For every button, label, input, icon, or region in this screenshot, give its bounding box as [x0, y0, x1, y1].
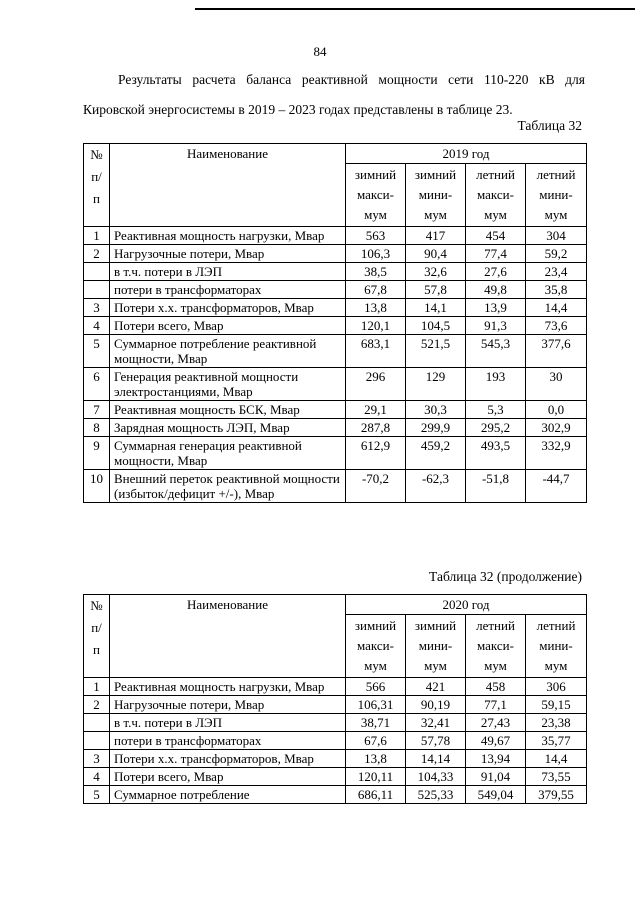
row-value: 129 — [406, 368, 466, 401]
row-value: 35,8 — [526, 281, 587, 299]
row-value: 23,38 — [526, 714, 587, 732]
row-value: 458 — [466, 678, 526, 696]
row-value: 299,9 — [406, 419, 466, 437]
table-row — [84, 786, 587, 804]
row-value: 106,3 — [346, 245, 406, 263]
row-number: 2 — [84, 245, 110, 263]
table2-header-row — [84, 595, 587, 615]
row-number: 5 — [84, 335, 110, 368]
row-value: 38,71 — [346, 714, 406, 732]
row-number: 3 — [84, 750, 110, 768]
row-value: 686,11 — [346, 786, 406, 804]
table-row — [84, 732, 587, 750]
row-value: 32,41 — [406, 714, 466, 732]
row-value: 13,9 — [466, 299, 526, 317]
row-value: 29,1 — [346, 401, 406, 419]
row-value: -51,8 — [466, 470, 526, 503]
row-value: 13,8 — [346, 299, 406, 317]
row-name: Потери х.х. трансформаторов, Мвар — [110, 299, 346, 317]
row-value: 104,33 — [406, 768, 466, 786]
row-number: 1 — [84, 227, 110, 245]
row-value: 67,6 — [346, 732, 406, 750]
year-header: 2020 год — [346, 595, 587, 615]
subheader-2: зимний мини-мум — [406, 164, 466, 227]
row-name: Внешний переток реактивной мощности (избыток/дефицит +/-), Мвар — [110, 470, 346, 503]
table1-caption: Таблица 32 — [517, 118, 582, 133]
row-value: 14,4 — [526, 750, 587, 768]
table-row — [84, 245, 587, 263]
row-name: в т.ч. потери в ЛЭП — [110, 263, 346, 281]
table-row — [84, 419, 587, 437]
table-row — [84, 299, 587, 317]
row-value: 30,3 — [406, 401, 466, 419]
row-value: 77,1 — [466, 696, 526, 714]
row-name: Реактивная мощность БСК, Мвар — [110, 401, 346, 419]
table-row — [84, 678, 587, 696]
row-value: 296 — [346, 368, 406, 401]
table-row — [84, 437, 587, 470]
row-name: Потери всего, Мвар — [110, 768, 346, 786]
row-number: 4 — [84, 317, 110, 335]
row-value: 27,43 — [466, 714, 526, 732]
table-row — [84, 368, 587, 401]
row-value: 545,3 — [466, 335, 526, 368]
year-header: 2019 год — [346, 144, 587, 164]
row-value: 193 — [466, 368, 526, 401]
row-value: 38,5 — [346, 263, 406, 281]
row-value: 77,4 — [466, 245, 526, 263]
row-number — [84, 281, 110, 299]
intro-text: Результаты расчета баланса реактивной мощности сети 110-220 кВ для Кировской энергосистемы в 2019 – 2023 годах представлены в таблице 23. — [83, 72, 585, 117]
row-value: -44,7 — [526, 470, 587, 503]
row-value: 59,2 — [526, 245, 587, 263]
row-number: 3 — [84, 299, 110, 317]
row-value: 13,94 — [466, 750, 526, 768]
row-value: 332,9 — [526, 437, 587, 470]
row-value: 5,3 — [466, 401, 526, 419]
row-name: Зарядная мощность ЛЭП, Мвар — [110, 419, 346, 437]
row-name: Реактивная мощность нагрузки, Мвар — [110, 678, 346, 696]
row-value: 379,55 — [526, 786, 587, 804]
subheader-1: зимний макси-мум — [346, 615, 406, 678]
row-value: 459,2 — [406, 437, 466, 470]
row-value: 417 — [406, 227, 466, 245]
row-name: Нагрузочные потери, Мвар — [110, 696, 346, 714]
row-value: 14,1 — [406, 299, 466, 317]
row-number: 6 — [84, 368, 110, 401]
row-value: 57,8 — [406, 281, 466, 299]
row-name: Генерация реактивной мощности электростанциями, Мвар — [110, 368, 346, 401]
row-value: 67,8 — [346, 281, 406, 299]
row-value: 90,4 — [406, 245, 466, 263]
col-num-header: № п/п — [84, 144, 110, 227]
row-number — [84, 732, 110, 750]
subheader-1: зимний макси-мум — [346, 164, 406, 227]
row-name: Суммарная генерация реактивной мощности, Мвар — [110, 437, 346, 470]
row-number: 9 — [84, 437, 110, 470]
intro-paragraph — [83, 65, 585, 125]
row-value: 27,6 — [466, 263, 526, 281]
row-value: 306 — [526, 678, 587, 696]
table1-header-row — [84, 144, 587, 164]
row-name: потери в трансформаторах — [110, 281, 346, 299]
row-value: 49,67 — [466, 732, 526, 750]
row-value: -62,3 — [406, 470, 466, 503]
row-value: 14,4 — [526, 299, 587, 317]
row-name: Реактивная мощность нагрузки, Мвар — [110, 227, 346, 245]
subheader-4: летний мини-мум — [526, 164, 587, 227]
col-name-header: Наименование — [110, 144, 346, 227]
row-number: 5 — [84, 786, 110, 804]
row-value: 91,3 — [466, 317, 526, 335]
row-value: 104,5 — [406, 317, 466, 335]
subheader-2: зимний мини-мум — [406, 615, 466, 678]
row-name: Суммарное потребление реактивной мощности, Мвар — [110, 335, 346, 368]
row-value: -70,2 — [346, 470, 406, 503]
table-row — [84, 768, 587, 786]
table2 — [83, 594, 587, 804]
row-value: 106,31 — [346, 696, 406, 714]
row-value: 59,15 — [526, 696, 587, 714]
row-value: 295,2 — [466, 419, 526, 437]
row-value: 563 — [346, 227, 406, 245]
row-value: 73,55 — [526, 768, 587, 786]
table-row — [84, 470, 587, 503]
table-row — [84, 714, 587, 732]
row-name: Потери всего, Мвар — [110, 317, 346, 335]
subheader-3: летний макси-мум — [466, 164, 526, 227]
subheader-3: летний макси-мум — [466, 615, 526, 678]
table-row — [84, 401, 587, 419]
table-row — [84, 263, 587, 281]
col-name-header: Наименование — [110, 595, 346, 678]
row-name: в т.ч. потери в ЛЭП — [110, 714, 346, 732]
table-row — [84, 335, 587, 368]
row-value: 421 — [406, 678, 466, 696]
row-value: 13,8 — [346, 750, 406, 768]
table1-body — [84, 144, 587, 503]
row-value: 73,6 — [526, 317, 587, 335]
row-value: 91,04 — [466, 768, 526, 786]
table-row — [84, 696, 587, 714]
row-number: 7 — [84, 401, 110, 419]
top-rule — [195, 8, 635, 10]
row-value: 30 — [526, 368, 587, 401]
row-number — [84, 714, 110, 732]
row-value: 612,9 — [346, 437, 406, 470]
row-number: 8 — [84, 419, 110, 437]
row-value: 525,33 — [406, 786, 466, 804]
row-value: 287,8 — [346, 419, 406, 437]
row-name: потери в трансформаторах — [110, 732, 346, 750]
row-value: 493,5 — [466, 437, 526, 470]
table2-caption: Таблица 32 (продолжение) — [429, 569, 582, 584]
table-row — [84, 281, 587, 299]
row-value: 683,1 — [346, 335, 406, 368]
row-name: Суммарное потребление — [110, 786, 346, 804]
row-value: 14,14 — [406, 750, 466, 768]
table-row — [84, 227, 587, 245]
row-name: Потери х.х. трансформаторов, Мвар — [110, 750, 346, 768]
row-value: 566 — [346, 678, 406, 696]
row-number — [84, 263, 110, 281]
row-number: 4 — [84, 768, 110, 786]
row-value: 302,9 — [526, 419, 587, 437]
row-value: 23,4 — [526, 263, 587, 281]
table1 — [83, 143, 587, 503]
subheader-4: летний мини-мум — [526, 615, 587, 678]
row-value: 49,8 — [466, 281, 526, 299]
row-name: Нагрузочные потери, Мвар — [110, 245, 346, 263]
table2-body — [84, 595, 587, 804]
row-value: 90,19 — [406, 696, 466, 714]
row-value: 454 — [466, 227, 526, 245]
table-row — [84, 750, 587, 768]
row-number: 1 — [84, 678, 110, 696]
row-value: 521,5 — [406, 335, 466, 368]
table-row — [84, 317, 587, 335]
row-value: 35,77 — [526, 732, 587, 750]
row-value: 120,11 — [346, 768, 406, 786]
row-value: 32,6 — [406, 263, 466, 281]
row-value: 304 — [526, 227, 587, 245]
page-number: 84 — [313, 44, 327, 59]
col-num-header: № п/п — [84, 595, 110, 678]
row-number: 2 — [84, 696, 110, 714]
row-value: 120,1 — [346, 317, 406, 335]
row-value: 549,04 — [466, 786, 526, 804]
row-number: 10 — [84, 470, 110, 503]
row-value: 0,0 — [526, 401, 587, 419]
row-value: 57,78 — [406, 732, 466, 750]
row-value: 377,6 — [526, 335, 587, 368]
